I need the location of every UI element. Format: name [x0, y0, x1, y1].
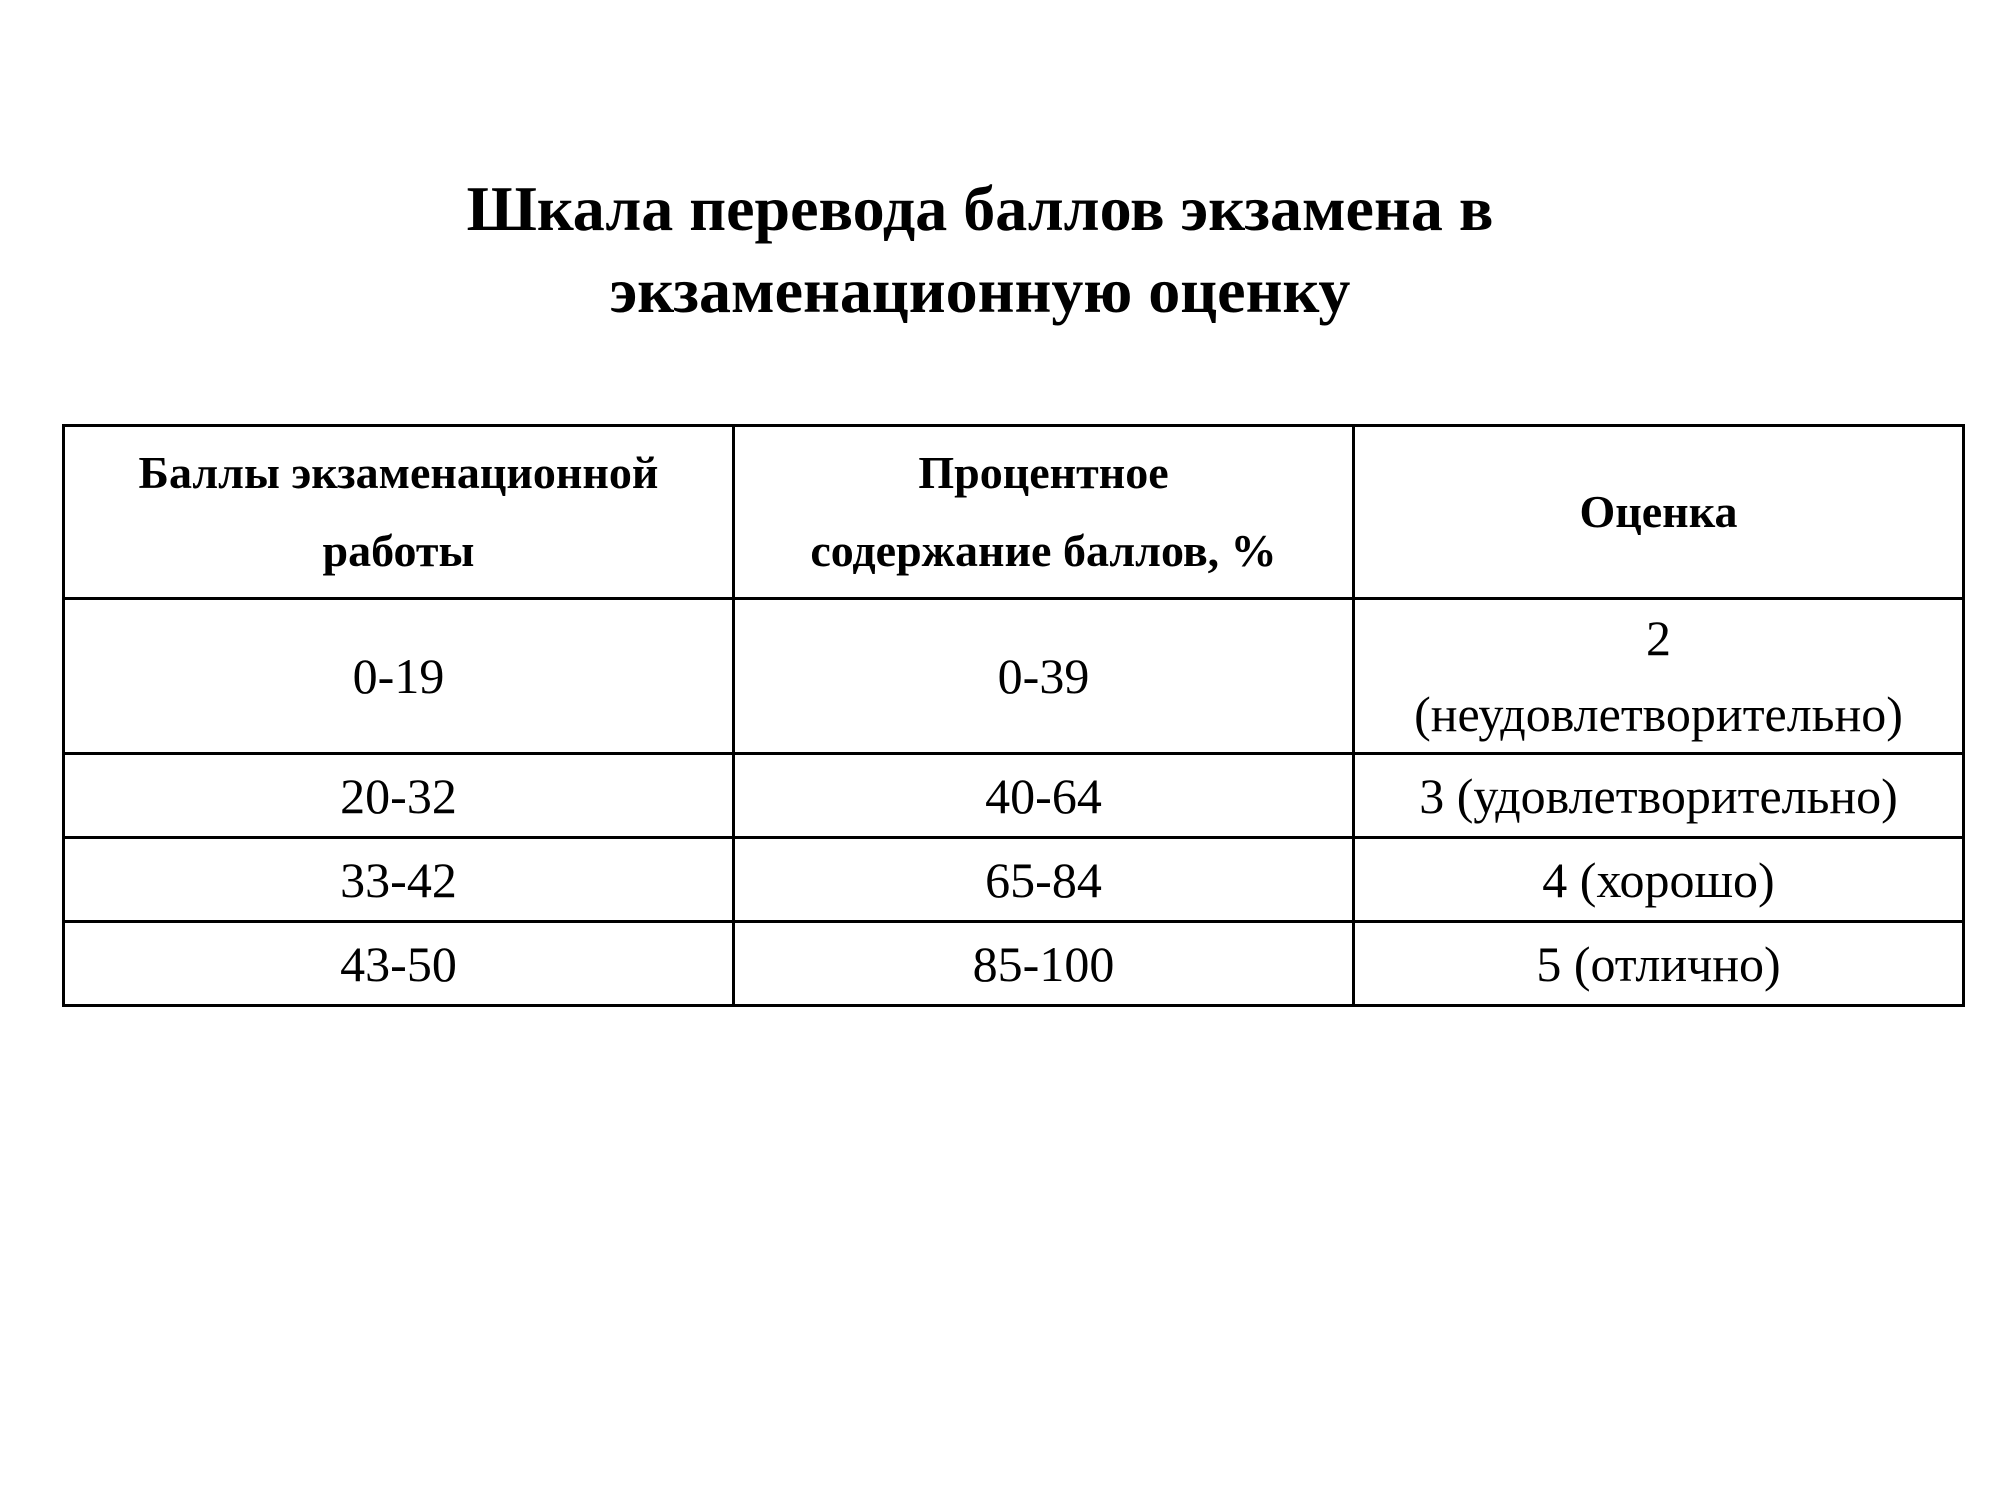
cell-points: 33-42: [64, 838, 734, 922]
cell-percent: 65-84: [734, 838, 1354, 922]
cell-points: 0-19: [64, 599, 734, 754]
table-row: [64, 754, 1964, 838]
header-exam-points: Баллы экзаменационной работы: [64, 426, 734, 599]
page-title-line-1: Шкала перевода баллов экзамена в: [466, 173, 1494, 244]
table-row: [64, 599, 1964, 754]
header-grade: Оценка: [1354, 426, 1964, 599]
cell-grade: 4 (хорошо): [1354, 838, 1964, 922]
cell-percent: 0-39: [734, 599, 1354, 754]
grade-conversion-table: [62, 424, 1965, 1007]
table-row: [64, 838, 1964, 922]
cell-percent: 40-64: [734, 754, 1354, 838]
page-title: [0, 168, 1960, 332]
cell-percent: 85-100: [734, 922, 1354, 1006]
table-row: [64, 922, 1964, 1006]
cell-points: 43-50: [64, 922, 734, 1006]
cell-grade: 5 (отлично): [1354, 922, 1964, 1006]
page-title-line-2: экзаменационную оценку: [609, 255, 1351, 326]
cell-points: 20-32: [64, 754, 734, 838]
cell-grade: 2 (неудовлетворительно): [1354, 599, 1964, 754]
cell-grade: 3 (удовлетворительно): [1354, 754, 1964, 838]
table-header-row: [64, 426, 1964, 599]
header-percent: Процентное содержание баллов, %: [734, 426, 1354, 599]
